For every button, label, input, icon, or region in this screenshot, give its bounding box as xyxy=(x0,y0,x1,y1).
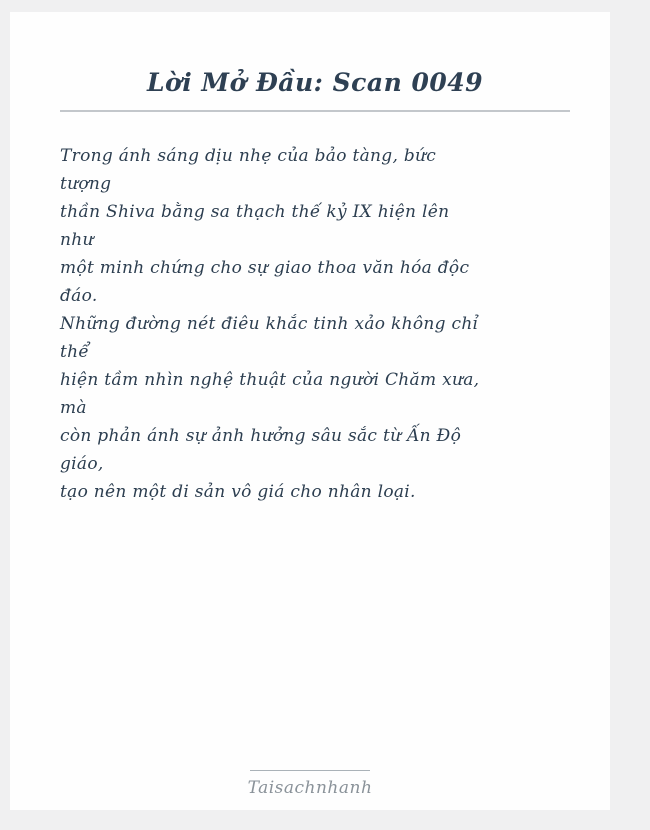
body-line: thể xyxy=(60,342,90,362)
body-line: Trong ánh sáng dịu nhẹ của bảo tàng, bức xyxy=(60,146,437,166)
body-line: như xyxy=(60,230,94,250)
body-line: còn phản ánh sự ảnh hưởng sâu sắc từ Ấn Độ xyxy=(60,426,462,446)
body-line: mà xyxy=(60,398,87,418)
document-content xyxy=(10,12,610,506)
body-line: hiện tầm nhìn nghệ thuật của người Chăm xưa, xyxy=(60,370,480,390)
body-line: Những đường nét điêu khắc tinh xảo không chỉ xyxy=(60,314,479,334)
body-line: giáo, xyxy=(60,454,104,474)
page-footer xyxy=(10,770,610,800)
body-line: một minh chứng cho sự giao thoa văn hóa độc xyxy=(60,258,470,278)
body-line: thần Shiva bằng sa thạch thế kỷ IX hiện lên xyxy=(60,202,450,222)
footer-brand: Taisachnhanh xyxy=(247,778,373,798)
footer-divider xyxy=(250,770,370,771)
body-line: tạo nên một di sản vô giá cho nhân loại. xyxy=(60,482,416,502)
body-paragraph xyxy=(60,142,570,506)
title-divider xyxy=(60,110,570,112)
page-title: Lời Mở Đầu: Scan 0049 xyxy=(146,68,484,97)
body-line: tượng xyxy=(60,174,112,194)
document-page xyxy=(10,12,610,810)
body-line: đáo. xyxy=(60,286,98,306)
